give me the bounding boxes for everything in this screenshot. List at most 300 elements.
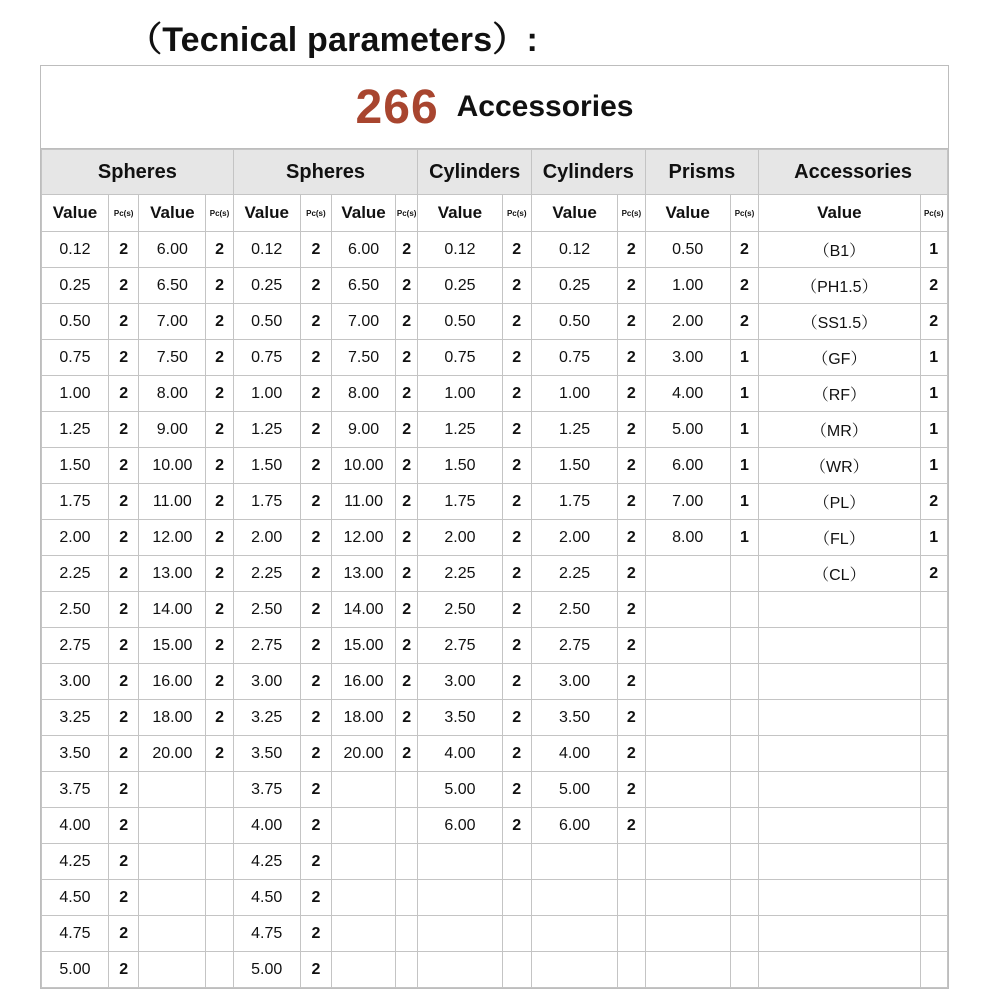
quantity-cell: 2 [108,772,138,808]
quantity-cell: 2 [396,664,418,700]
value-cell: 2.75 [418,628,502,664]
column-header-pcs: Pc(s) [502,195,531,232]
column-header-pcs: Pc(s) [730,195,758,232]
parameters-table-frame [40,65,949,989]
quantity-cell: 2 [502,340,531,376]
quantity-cell: 2 [396,340,418,376]
quantity-cell: 1 [730,448,758,484]
value-cell [418,880,502,916]
quantity-cell [502,844,531,880]
value-cell: 3.50 [418,700,502,736]
group-header-spheres-1: Spheres [42,150,234,195]
quantity-cell: 2 [502,592,531,628]
quantity-cell: 2 [300,736,331,772]
value-cell [645,736,730,772]
quantity-cell [920,952,947,988]
quantity-cell: 2 [206,484,233,520]
quantity-cell [920,880,947,916]
quantity-cell: 2 [396,448,418,484]
quantity-cell: 1 [730,376,758,412]
quantity-cell: 2 [108,448,138,484]
value-cell: 2.00 [531,520,617,556]
table-row [42,772,948,808]
quantity-cell [920,700,947,736]
value-cell: 8.00 [332,376,396,412]
accessory-code-cell [759,700,920,736]
quantity-cell: 1 [730,412,758,448]
quantity-cell [730,592,758,628]
value-cell [332,772,396,808]
value-cell [531,916,617,952]
value-cell: 7.00 [645,484,730,520]
quantity-cell: 2 [108,628,138,664]
quantity-cell [206,880,233,916]
quantity-cell: 2 [206,304,233,340]
value-cell [645,592,730,628]
value-cell [332,808,396,844]
quantity-cell: 2 [396,556,418,592]
table-row [42,952,948,988]
value-cell: 5.00 [531,772,617,808]
value-cell: 3.75 [233,772,300,808]
quantity-cell [920,664,947,700]
value-cell [531,952,617,988]
quantity-cell: 2 [618,484,645,520]
value-cell: 1.50 [531,448,617,484]
quantity-cell [730,844,758,880]
value-cell: 2.00 [418,520,502,556]
table-row [42,592,948,628]
quantity-cell: 2 [108,808,138,844]
quantity-cell: 2 [396,232,418,268]
value-cell: 5.00 [42,952,109,988]
quantity-cell: 2 [108,556,138,592]
quantity-cell: 2 [300,484,331,520]
quantity-cell [206,808,233,844]
column-header-value: Value [42,195,109,232]
value-cell: 0.12 [418,232,502,268]
quantity-cell: 1 [920,376,947,412]
value-cell: 1.75 [233,484,300,520]
accessory-code-cell [759,808,920,844]
value-cell: 4.00 [645,376,730,412]
quantity-cell: 1 [920,232,947,268]
quantity-cell: 2 [206,376,233,412]
quantity-cell [730,664,758,700]
value-cell: 2.25 [233,556,300,592]
value-cell [645,880,730,916]
accessory-code-cell: （PL） [759,484,920,520]
quantity-cell: 2 [502,376,531,412]
value-cell: 1.00 [645,268,730,304]
value-cell: 2.00 [645,304,730,340]
value-cell: 2.50 [42,592,109,628]
value-cell: 4.25 [233,844,300,880]
quantity-cell: 2 [396,700,418,736]
quantity-cell: 2 [206,520,233,556]
quantity-cell: 2 [396,592,418,628]
column-header-pcs: Pc(s) [920,195,947,232]
value-cell [531,880,617,916]
value-cell: 2.00 [42,520,109,556]
quantity-cell: 2 [618,520,645,556]
quantity-cell: 2 [300,952,331,988]
quantity-cell: 2 [108,304,138,340]
value-cell: 2.00 [233,520,300,556]
quantity-cell: 2 [206,556,233,592]
value-cell: 3.50 [42,736,109,772]
quantity-cell: 2 [300,412,331,448]
column-header-value: Value [233,195,300,232]
value-cell [645,952,730,988]
value-cell [645,808,730,844]
quantity-cell: 2 [396,268,418,304]
quantity-cell: 1 [920,412,947,448]
value-cell: 0.12 [531,232,617,268]
quantity-cell: 2 [300,808,331,844]
quantity-cell: 2 [396,628,418,664]
quantity-cell [396,772,418,808]
table-row [42,556,948,592]
quantity-cell: 2 [618,448,645,484]
value-cell: 20.00 [139,736,206,772]
accessory-code-cell: （GF） [759,340,920,376]
value-cell: 1.50 [418,448,502,484]
column-header-value: Value [139,195,206,232]
value-cell: 1.00 [418,376,502,412]
page-title: （Tecnical parameters）: [128,21,539,59]
quantity-cell: 2 [618,268,645,304]
value-cell: 3.50 [233,736,300,772]
value-cell: 0.75 [233,340,300,376]
value-cell: 6.00 [531,808,617,844]
value-cell: 3.25 [233,700,300,736]
value-cell: 1.25 [233,412,300,448]
value-cell [418,952,502,988]
value-cell: 13.00 [139,556,206,592]
quantity-cell [730,700,758,736]
quantity-cell: 2 [502,736,531,772]
quantity-cell [730,736,758,772]
accessory-code-cell: （PH1.5） [759,268,920,304]
quantity-cell: 2 [396,376,418,412]
value-cell [645,844,730,880]
quantity-cell: 2 [920,268,947,304]
quantity-cell [206,952,233,988]
quantity-cell: 2 [300,232,331,268]
value-cell: 3.00 [645,340,730,376]
accessory-code-cell: （RF） [759,376,920,412]
table-row [42,232,948,268]
quantity-cell: 2 [618,376,645,412]
table-row [42,268,948,304]
quantity-cell [920,844,947,880]
value-cell: 1.50 [42,448,109,484]
quantity-cell [502,880,531,916]
quantity-cell: 2 [730,232,758,268]
value-cell: 12.00 [332,520,396,556]
value-cell: 11.00 [332,484,396,520]
quantity-cell: 2 [618,412,645,448]
value-cell: 3.00 [531,664,617,700]
quantity-cell: 2 [300,916,331,952]
quantity-cell: 2 [396,304,418,340]
quantity-cell: 2 [206,628,233,664]
quantity-cell: 1 [920,520,947,556]
quantity-cell: 2 [618,592,645,628]
value-cell [332,952,396,988]
quantity-cell: 2 [502,304,531,340]
value-cell: 6.00 [139,232,206,268]
value-cell: 0.12 [42,232,109,268]
value-cell: 2.50 [233,592,300,628]
quantity-cell: 2 [108,484,138,520]
value-cell: 10.00 [139,448,206,484]
value-cell: 4.00 [233,808,300,844]
value-cell: 5.00 [233,952,300,988]
quantity-cell: 2 [396,520,418,556]
value-cell: 3.50 [531,700,617,736]
value-cell: 4.00 [531,736,617,772]
value-cell: 11.00 [139,484,206,520]
quantity-cell [920,592,947,628]
quantity-cell: 2 [206,232,233,268]
quantity-cell: 2 [618,664,645,700]
value-cell: 6.00 [332,232,396,268]
accessory-code-cell [759,952,920,988]
table-row [42,376,948,412]
value-cell: 9.00 [139,412,206,448]
value-cell: 18.00 [139,700,206,736]
value-cell: 2.50 [418,592,502,628]
quantity-cell: 2 [206,268,233,304]
quantity-cell: 2 [502,412,531,448]
quantity-cell: 2 [618,628,645,664]
accessory-code-cell [759,664,920,700]
value-cell [139,952,206,988]
quantity-cell: 2 [920,556,947,592]
accessory-code-cell [759,844,920,880]
value-cell: 2.25 [42,556,109,592]
quantity-cell: 2 [618,736,645,772]
accessory-code-cell: （WR） [759,448,920,484]
quantity-cell: 2 [300,700,331,736]
quantity-cell: 2 [502,556,531,592]
value-cell: 1.25 [531,412,617,448]
quantity-cell: 2 [206,664,233,700]
column-header-value: Value [759,195,920,232]
quantity-cell [618,844,645,880]
value-cell: 3.00 [42,664,109,700]
quantity-cell: 2 [108,376,138,412]
table-row [42,484,948,520]
value-cell: 13.00 [332,556,396,592]
quantity-cell: 2 [396,412,418,448]
value-cell: 16.00 [332,664,396,700]
value-cell: 2.75 [42,628,109,664]
value-cell: 1.75 [418,484,502,520]
accessory-label: Accessories [456,90,634,123]
accessory-code-cell [759,880,920,916]
value-cell [645,664,730,700]
value-cell: 0.25 [418,268,502,304]
group-header-spheres-2: Spheres [233,150,418,195]
quantity-cell: 2 [618,232,645,268]
quantity-cell: 2 [502,232,531,268]
group-header-accessories: Accessories [759,150,948,195]
quantity-cell: 1 [730,520,758,556]
quantity-cell: 2 [502,808,531,844]
value-cell: 14.00 [139,592,206,628]
value-cell: 1.75 [531,484,617,520]
quantity-cell: 2 [502,448,531,484]
quantity-cell: 2 [300,556,331,592]
value-cell: 8.00 [139,376,206,412]
table-row [42,880,948,916]
quantity-cell [396,952,418,988]
column-header-row [42,195,948,232]
value-cell: 1.00 [531,376,617,412]
column-header-value: Value [531,195,617,232]
value-cell: 0.25 [233,268,300,304]
value-cell: 6.00 [418,808,502,844]
quantity-cell: 2 [300,520,331,556]
value-cell [139,772,206,808]
quantity-cell: 2 [502,268,531,304]
group-header-prisms: Prisms [645,150,759,195]
accessory-code-cell [759,628,920,664]
value-cell: 9.00 [332,412,396,448]
value-cell [418,916,502,952]
quantity-cell [920,736,947,772]
quantity-cell: 2 [108,700,138,736]
quantity-cell: 2 [300,664,331,700]
quantity-cell [206,844,233,880]
quantity-cell [920,916,947,952]
value-cell: 0.75 [418,340,502,376]
value-cell: 4.25 [42,844,109,880]
quantity-cell [730,628,758,664]
quantity-cell: 2 [206,448,233,484]
group-header-row [42,150,948,195]
value-cell: 2.75 [531,628,617,664]
value-cell: 4.00 [42,808,109,844]
quantity-cell: 2 [206,340,233,376]
value-cell: 7.50 [139,340,206,376]
group-header-cylinders-2: Cylinders [531,150,645,195]
value-cell: 3.25 [42,700,109,736]
value-cell [645,700,730,736]
table-row [42,700,948,736]
value-cell [139,844,206,880]
column-header-pcs: Pc(s) [206,195,233,232]
value-cell: 1.25 [42,412,109,448]
value-cell: 0.50 [233,304,300,340]
value-cell [332,916,396,952]
value-cell [332,844,396,880]
table-row [42,520,948,556]
value-cell [139,880,206,916]
quantity-cell: 1 [920,340,947,376]
quantity-cell [396,916,418,952]
quantity-cell [920,772,947,808]
quantity-cell: 2 [618,808,645,844]
quantity-cell: 2 [300,304,331,340]
value-cell: 6.50 [139,268,206,304]
value-cell: 2.50 [531,592,617,628]
value-cell: 15.00 [139,628,206,664]
quantity-cell: 2 [108,844,138,880]
quantity-cell: 2 [206,412,233,448]
quantity-cell: 2 [108,592,138,628]
value-cell: 8.00 [645,520,730,556]
table-row [42,844,948,880]
quantity-cell: 2 [108,880,138,916]
table-row [42,304,948,340]
quantity-cell: 2 [108,664,138,700]
value-cell: 15.00 [332,628,396,664]
accessory-code-cell: （CL） [759,556,920,592]
quantity-cell: 2 [618,340,645,376]
value-cell: 12.00 [139,520,206,556]
value-cell: 4.50 [42,880,109,916]
quantity-cell: 2 [206,592,233,628]
value-cell: 1.00 [233,376,300,412]
quantity-cell: 2 [502,664,531,700]
value-cell: 18.00 [332,700,396,736]
quantity-cell: 2 [300,268,331,304]
accessory-code-cell [759,592,920,628]
value-cell: 0.50 [418,304,502,340]
value-cell: 7.00 [332,304,396,340]
value-cell: 4.75 [42,916,109,952]
value-cell: 0.12 [233,232,300,268]
quantity-cell: 1 [730,484,758,520]
quantity-cell [730,880,758,916]
value-cell: 0.75 [42,340,109,376]
quantity-cell: 2 [618,556,645,592]
parameters-table [41,149,948,988]
quantity-cell: 2 [920,304,947,340]
quantity-cell: 2 [300,628,331,664]
quantity-cell [502,916,531,952]
quantity-cell: 2 [502,700,531,736]
value-cell: 0.25 [42,268,109,304]
value-cell [645,556,730,592]
accessory-code-cell: （MR） [759,412,920,448]
value-cell: 1.25 [418,412,502,448]
quantity-cell: 2 [108,520,138,556]
accessory-code-cell [759,772,920,808]
quantity-cell: 2 [396,736,418,772]
value-cell: 6.00 [645,448,730,484]
accessory-code-cell: （B1） [759,232,920,268]
value-cell [139,916,206,952]
quantity-cell [920,628,947,664]
quantity-cell: 2 [920,484,947,520]
value-cell [645,916,730,952]
table-row [42,736,948,772]
quantity-cell [396,844,418,880]
quantity-cell [730,808,758,844]
value-cell: 4.00 [418,736,502,772]
quantity-cell [618,916,645,952]
quantity-cell: 2 [502,772,531,808]
table-body [42,232,948,988]
table-row [42,340,948,376]
table-row [42,448,948,484]
value-cell [418,844,502,880]
